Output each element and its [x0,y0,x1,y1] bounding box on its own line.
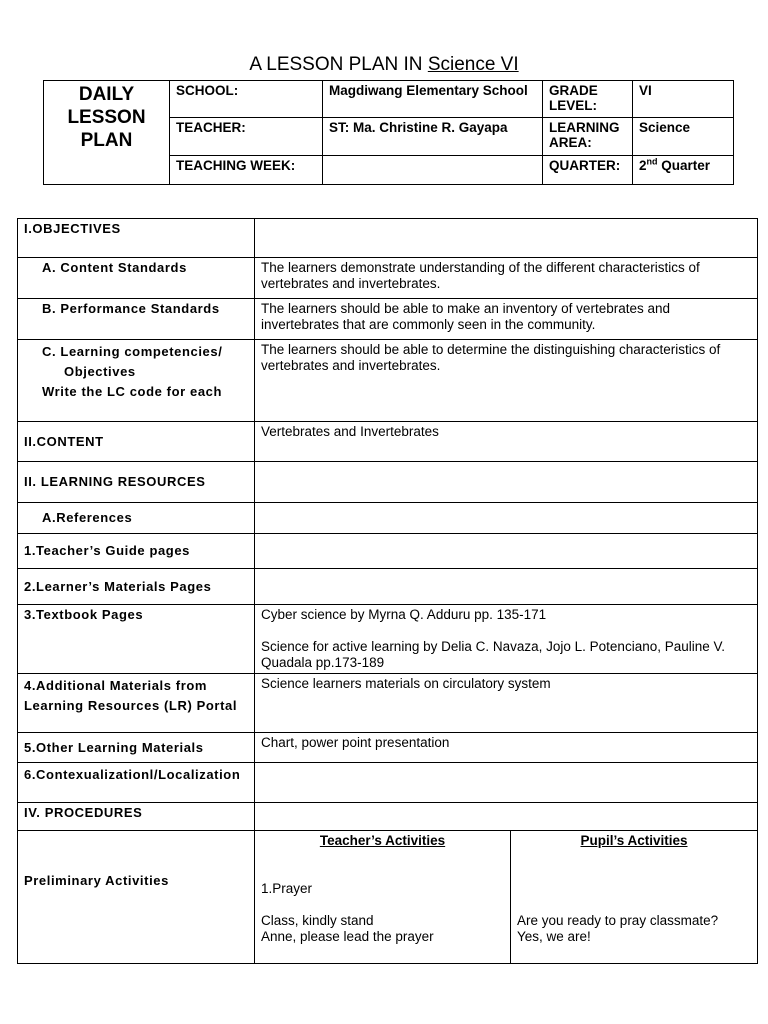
teacher-value: ST: Ma. Christine R. Gayapa [323,118,543,156]
teachers-guide-label: 1.Teacher’s Guide pages [18,534,255,569]
pupil-activity-answer: Yes, we are! [517,929,591,944]
contextualization-value [255,763,758,803]
learning-competencies-value: The learners should be able to determine the distinguishing characteristics of vertebrates and invertebrates. [255,340,758,422]
references-value [255,503,758,534]
performance-standards-label: B. Performance Standards [18,299,255,340]
header-table [43,80,734,185]
quarter-value [633,156,734,185]
learning-competencies-label: C. Learning competencies/ Objectives Write the LC code for each [18,340,255,422]
daily-lesson-plan-label [44,81,170,185]
learning-resources-value [255,462,758,503]
teaching-week-value [323,156,543,185]
teachers-guide-value [255,534,758,569]
pupils-activities-header: Pupil’s Activities [580,833,688,848]
learning-area-label: LEARNING AREA: [543,118,633,156]
textbook-ref-1: Cyber science by Myrna Q. Adduru pp. 135-171 [261,607,547,622]
performance-standards-value: The learners should be able to make an inventory of vertebrates and invertebrates that are commonly seen in the community. [255,299,758,340]
pupil-activity-question: Are you ready to pray classmate? [517,913,719,928]
dlp-line-2: LESSON [67,107,146,128]
quarter-label: QUARTER: [543,156,633,185]
references-label: A.References [18,503,255,534]
additional-materials-label: 4.Additional Materials from Learning Resources (LR) Portal [18,674,255,733]
textbook-value [255,605,758,674]
teacher-activity-prayer: 1.Prayer [261,881,313,896]
teachers-activities-cell [255,831,511,964]
other-materials-value: Chart, power point presentation [255,733,758,763]
content-standards-value: The learners demonstrate understanding of the different characteristics of vertebrates and invertebrates. [255,258,758,299]
textbook-ref-2: Science for active learning by Delia C. Navaza, Jojo L. Potenciano, Pauline V. Quadala pp.173-189 [261,639,726,670]
quarter-word: Quarter [657,158,711,173]
learners-materials-label: 2.Learner’s Materials Pages [18,569,255,605]
teacher-activity-lead: Anne, please lead the prayer [261,929,434,944]
objectives-value [255,219,758,258]
school-label: SCHOOL: [170,81,323,118]
grade-level-value: VI [633,81,734,118]
content-standards-label: A. Content Standards [18,258,255,299]
teachers-activities-header: Teacher’s Activities [319,833,446,848]
learning-area-value: Science [633,118,734,156]
teacher-activity-stand: Class, kindly stand [261,913,374,928]
textbook-label: 3.Textbook Pages [18,605,255,674]
grade-level-label: GRADE LEVEL: [543,81,633,118]
pupils-activities-cell [511,831,758,964]
title-subject: Science VI [427,54,519,75]
school-value: Magdiwang Elementary School [323,81,543,118]
other-materials-label: 5.Other Learning Materials [18,733,255,763]
procedures-value [255,803,758,831]
quarter-number: 2 [639,158,647,173]
title-prefix: A LESSON PLAN IN [249,54,428,75]
quarter-suffix: nd [646,156,658,167]
procedures-label: IV. PROCEDURES [18,803,255,831]
dlp-line-1: DAILY [78,84,135,105]
teaching-week-label: TEACHING WEEK: [170,156,323,185]
dlp-line-3: PLAN [80,130,133,151]
learners-materials-value [255,569,758,605]
content-value: Vertebrates and Invertebrates [255,422,758,462]
additional-materials-value: Science learners materials on circulatory system [255,674,758,733]
page-title [0,54,768,76]
teacher-label: TEACHER: [170,118,323,156]
contextualization-label: 6.Contexualizationl/Localization [18,763,255,803]
objectives-label: I.OBJECTIVES [18,219,255,258]
lesson-plan-table [17,218,758,964]
content-label: II.CONTENT [18,422,255,462]
learning-resources-label: II. LEARNING RESOURCES [18,462,255,503]
preliminary-activities-label: Preliminary Activities [18,831,255,964]
